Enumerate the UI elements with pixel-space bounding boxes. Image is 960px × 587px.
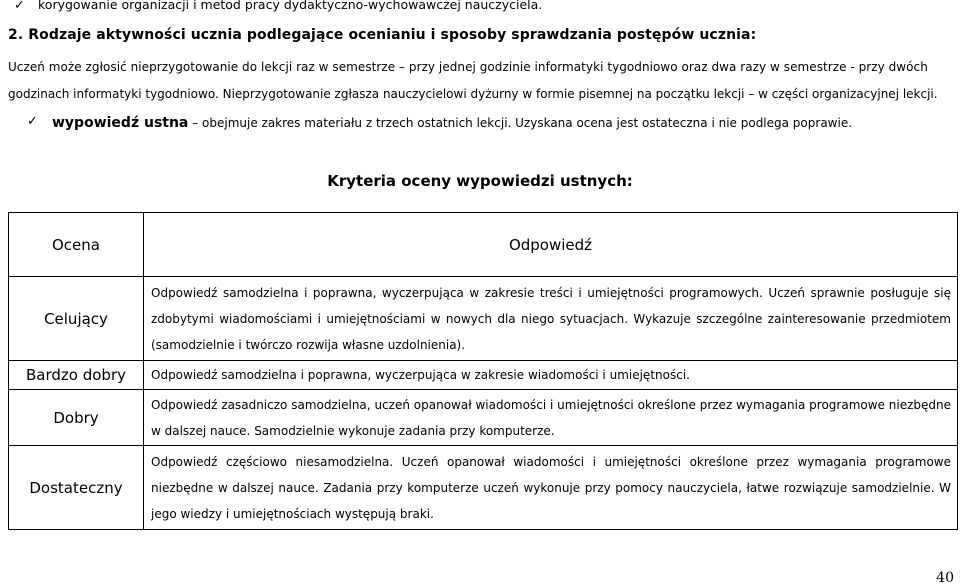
list-item-organizacja: korygowanie organizacji i metod pracy dydaktyczno-wychowawczej nauczyciela. — [38, 0, 543, 12]
description-cell: Odpowiedź częściowo niesamodzielna. Uczeń opanował wiadomości i umiejętności określone przez wymagania programowe niezbędne w dalszej nauce. Zadania przy komputerze uczeń wykonuje przy pomocy nauczyciela, łatwe rozwiązuje samodzielnie. W jego wiedzy i umiejętnościach występują braki. — [144, 446, 958, 530]
checkmark-icon: ✓ — [27, 114, 38, 129]
description-cell: Odpowiedź samodzielna i poprawna, wyczerpująca w zakresie treści i umiejętności programowych. Uczeń sprawnie posługuje się zdobytymi wiadomościami i umiejętnościami w nowych dla niego sytuacjach. Wykazuje szczególne zainteresowanie przedmiotem (samodzielnie i twórczo rozwija własne uzdolnienia). — [144, 277, 958, 361]
criteria-table — [8, 212, 958, 530]
section-heading: 2. Rodzaje aktywności ucznia podlegające ocenianiu i sposoby sprawdzania postępów ucznia: — [8, 27, 757, 43]
header-grade: Ocena — [9, 213, 144, 277]
paragraph-line: godzinach informatyki tygodniowo. Nieprzygotowanie zgłasza nauczycielowi dyżurny w formie pisemnej na początku lekcji – w części organizacyjnej lekcji. — [8, 87, 938, 101]
description-cell: Odpowiedź zasadniczo samodzielna, uczeń opanował wiadomości i umiejętności określone przez wymagania programowe niezbędne w dalszej nauce. Samodzielnie wykonuje zadania przy komputerze. — [144, 390, 958, 446]
bullet-text: – obejmuje zakres materiału z trzech ostatnich lekcji. Uzyskana ocena jest ostateczna i nie podlega poprawie. — [188, 116, 853, 130]
grade-cell: Bardzo dobry — [9, 361, 144, 390]
page-number: 40 — [936, 570, 954, 586]
criteria-title: Kryteria oceny wypowiedzi ustnych: — [327, 172, 633, 190]
header-answer: Odpowiedź — [144, 213, 958, 277]
list-item-wypowiedz — [52, 115, 852, 131]
checkmark-icon: ✓ — [14, 0, 25, 13]
table-row — [9, 446, 958, 530]
table-row — [9, 361, 958, 390]
grade-cell: Dobry — [9, 390, 144, 446]
table-row — [9, 390, 958, 446]
description-cell: Odpowiedź samodzielna i poprawna, wyczerpująca w zakresie wiadomości i umiejętności. — [144, 361, 958, 390]
grade-cell: Celujący — [9, 277, 144, 361]
paragraph-line: Uczeń może zgłosić nieprzygotowanie do lekcji raz w semestrze – przy jednej godzinie informatyki tygodniowo oraz dwa razy w semestrze - przy dwóch — [8, 60, 928, 74]
bullet-bold-label: wypowiedź ustna — [52, 115, 189, 131]
grade-cell: Dostateczny — [9, 446, 144, 530]
table-header-row — [9, 213, 958, 277]
table-row — [9, 277, 958, 361]
